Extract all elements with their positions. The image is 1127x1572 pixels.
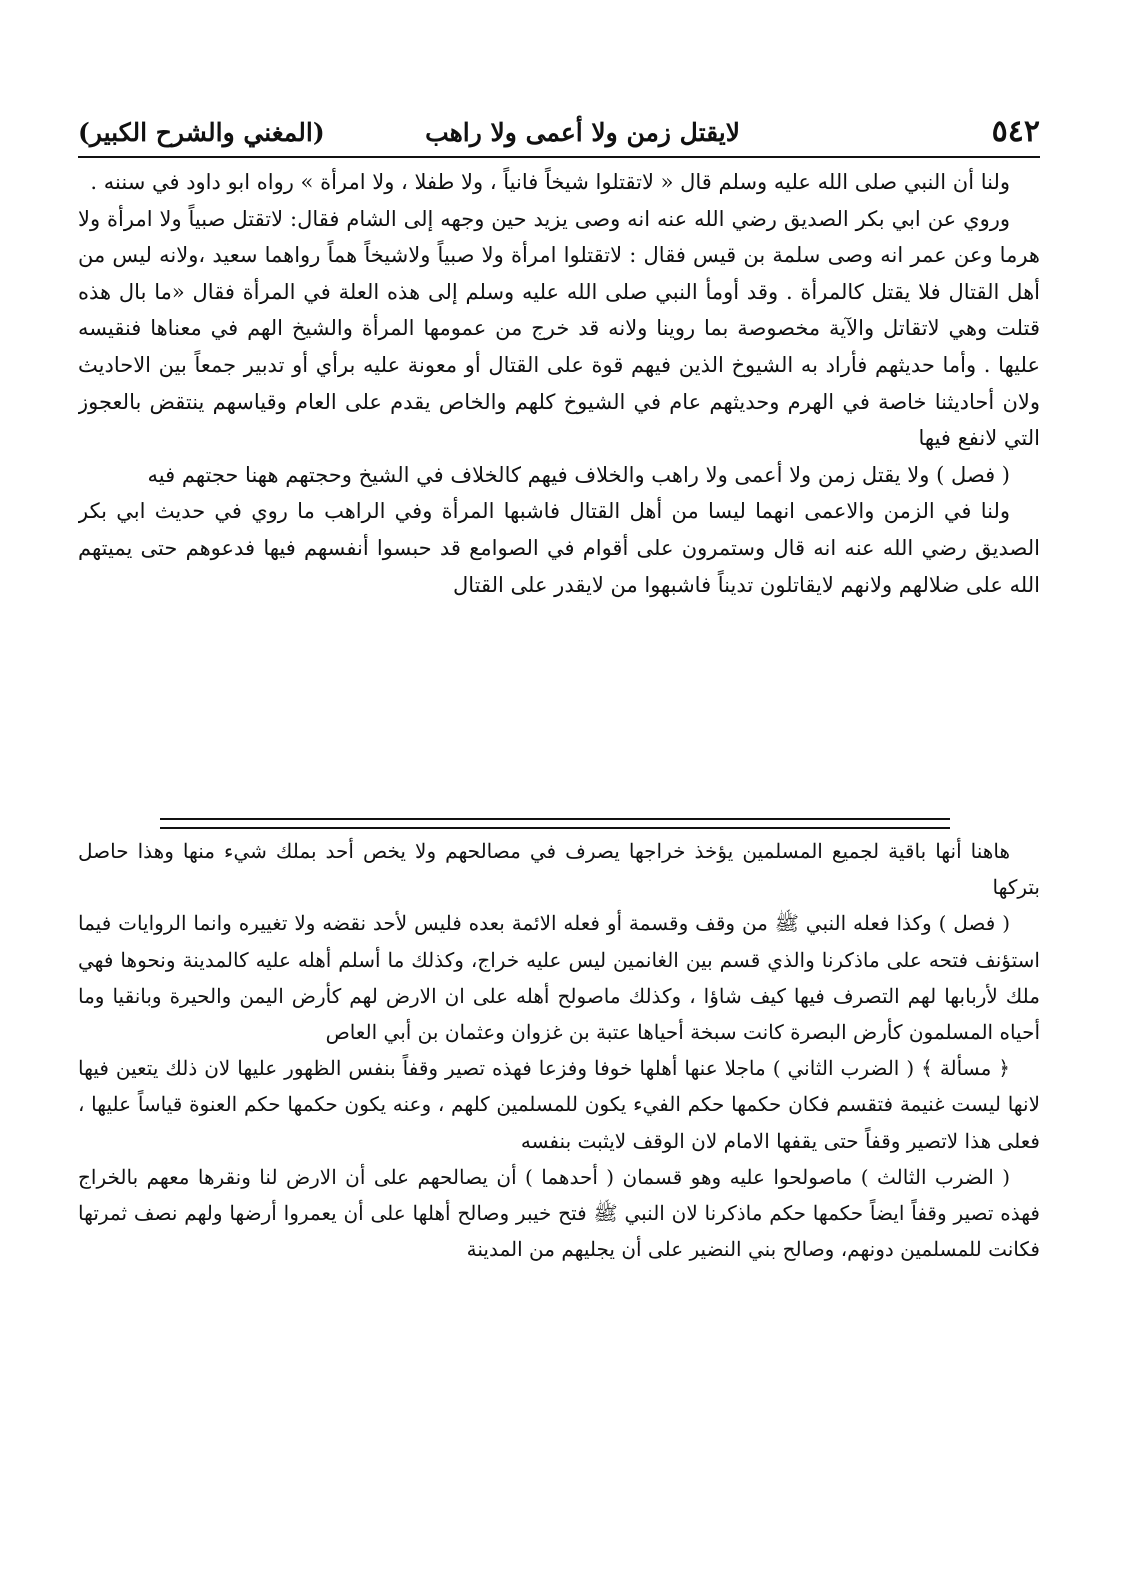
commentary-paragraph: ﴿ مسألة ﴾ ( الضرب الثاني ) ماجلا عنها أهلها خوفا وفزعا فهذه تصير وقفاً بنفس الظهور عليها لان ذلك يتعين فيها لانها ليست غنيمة فتقسم فكان حكمها حكم الفيء يكون للمسلمين كلهم ، وعنه يكون حكمها حكم العنوة قياساً عليها ، فعلى هذا لاتصير وقفاً حتى يقفها الامام لان الوقف لايثبت بنفسه xyxy=(78,1056,1040,1153)
commentary-paragraph: ( الضرب الثالث ) ماصولحوا عليه وهو قسمان ( أحدهما ) أن يصالحهم على أن الارض لنا ونقرها معهم بالخراج فهذه تصير وقفاً ايضاً حكمها حكم ماذكرنا لان النبي ﷺ فتح خيبر وصالح أهلها على أن يعمروا أرضها ولهم نصف ثمرتها فكانت للمسلمين دونهم، وصالح بني النضير على أن يجليهم من المدينة xyxy=(78,1164,1040,1262)
running-title: لايقتل زمن ولا أعمى ولا راهب xyxy=(425,118,740,147)
commentary-text xyxy=(78,833,1040,1513)
page-header xyxy=(78,112,1040,158)
page-number: ٥٤٢ xyxy=(991,114,1040,149)
main-paragraph: ولنا أن النبي صلى الله عليه وسلم قال « لاتقتلوا شيخاً فانياً ، ولا طفلا ، ولا امرأة » رواه ابو داود في سننه . xyxy=(90,170,1010,194)
book-title: (المغني والشرح الكبير) xyxy=(78,118,325,147)
book-page xyxy=(78,112,1040,1552)
main-paragraph: وروي عن ابي بكر الصديق رضي الله عنه انه وصى يزيد حين وجهه إلى الشام فقال: لاتقتل صبياً ولا امرأة ولا هرما وعن عمر انه وصى سلمة بن قيس فقال : لاتقتلوا امرأة ولا صبياً ولاشيخاً هماً رواهما سعيد ،ولانه ليس من أهل القتال فلا يقتل كالمرأة . وقد أومأ النبي صلى الله عليه وسلم إلى هذه العلة في المرأة فقال «ما بال هذه قتلت وهي لاتقاتل والآية مخصوصة بما روينا ولانه قد خرج من عمومها المرأة والشيخ الهم في معناها فنقيسه عليها . وأما حديثهم فأراد به الشيوخ الذين فيهم قوة على القتال أو معونة عليه برأي أو تدبير جمعاً بين الاحاديث ولان أحاديثنا خاصة في الهرم وحديثهم عام في الشيوخ كلهم والخاص يقدم على العام وقياسهم ينتقض بالعجوز التي لانفع فيها xyxy=(78,206,1040,451)
commentary-paragraph: هاهنا أنها باقية لجميع المسلمين يؤخذ خراجها يصرف في مصالحهم ولا يخص أحد بملك شيء منها وهذا حاصل بتركها xyxy=(78,839,1040,900)
main-paragraph: ( فصل ) ولا يقتل زمن ولا أعمى ولا راهب والخلاف فيهم كالخلاف في الشيخ وحجتهم ههنا حجتهم فيه xyxy=(147,462,1010,487)
commentary-paragraph: ( فصل ) وكذا فعله النبي ﷺ من وقف وقسمة أو فعله الائمة بعده فليس لأحد نقضه ولا تغييره وانما الروايات فيما استؤنف فتحه على ماذكرنا والذي قسم بين الغانمين ليس عليه خراج، وكذلك ما أسلم أهله عليه كالمدينة ونحوها فهي ملك لأربابها لهم التصرف فيها كيف شاؤا ، وكذلك ماصولح أهله على ان الارض لهم كأرض اليمن والحيرة وبانقيا وما أحياه المسلمون كأرض البصرة كانت سبخة أحياها عتبة بن غزوان وعثمان بن أبي العاص xyxy=(78,911,1040,1045)
section-separator xyxy=(160,818,950,829)
main-paragraph: ولنا في الزمن والاعمى انهما ليسا من أهل القتال فاشبها المرأة وفي الراهب ما روي في حديث ابي بكر الصديق رضي الله عنه انه قال وستمرون على أقوام في الصوامع قد حبسوا أنفسهم فيها فدعوهم حتى يميتهم الله على ضلالهم ولانهم لايقاتلون تديناً فاشبهوا من لايقدر على القتال xyxy=(78,499,1040,597)
main-text xyxy=(78,164,1040,814)
